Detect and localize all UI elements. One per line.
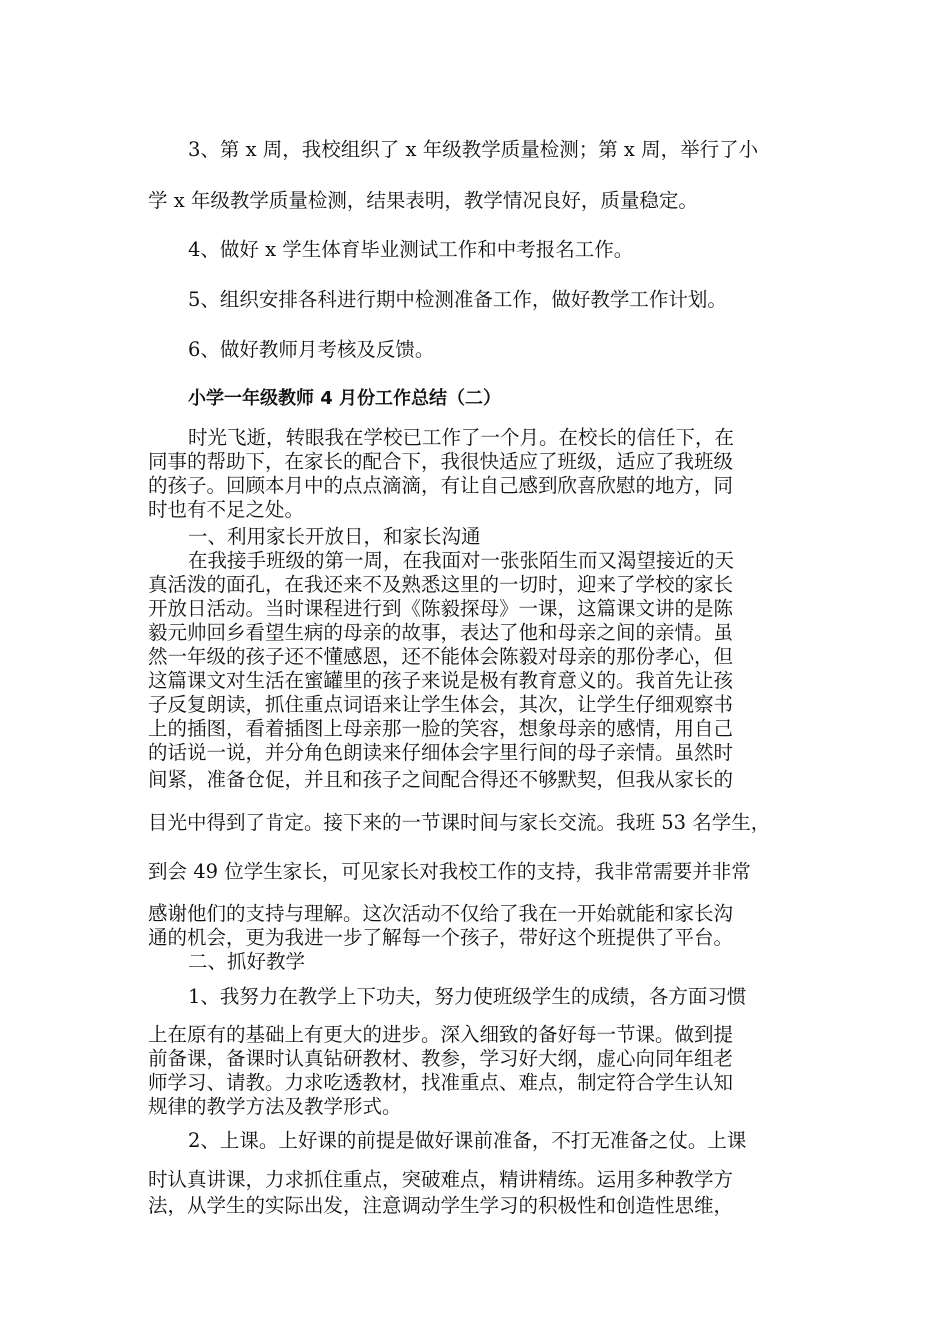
text-line: 到会 49 位学生家长，可见家长对我校工作的支持，我非常需要并非常 [148,860,751,883]
text-line: 毅元帅回乡看望生病的母亲的故事，表达了他和母亲之间的亲情。虽 [148,621,734,644]
text-line: 然一年级的孩子还不懂感恩，还不能体会陈毅对母亲的那份孝心，但 [148,645,734,668]
text-line: 时也有不足之处。 [148,498,305,521]
text-line: 目光中得到了肯定。接下来的一节课时间与家长交流。我班 53 名学生， [148,811,771,834]
text-line: 法，从学生的实际出发，注意调动学生学习的积极性和创造性思维， [148,1194,734,1217]
text-line: 学 x 年级教学质量检测，结果表明，教学情况良好，质量稳定。 [148,189,698,212]
subheading: 二、抓好教学 [188,950,306,973]
text-line: 这篇课文对生活在蜜罐里的孩子来说是极有教育意义的。我首先让孩 [148,669,734,692]
text-line: 上在原有的基础上有更大的进步。深入细致的备好每一节课。做到提 [148,1023,734,1046]
subheading: 一、利用家长开放日，和家长沟通 [188,525,481,548]
text-line: 子反复朗读，抓住重点词语来让学生体会，其次，让学生仔细观察书 [148,693,734,716]
section-heading: 小学一年级教师 4 月份工作总结（二） [188,388,502,409]
text-line: 间紧，准备仓促，并且和孩子之间配合得还不够默契，但我从家长的 [148,768,734,791]
text-line: 4、做好 x 学生体育毕业测试工作和中考报名工作。 [188,238,634,261]
text-line: 时光飞逝，转眼我在学校已工作了一个月。在校长的信任下，在 [188,426,735,449]
text-line: 规律的教学方法及教学形式。 [148,1095,402,1118]
text-line: 6、做好教师月考核及反馈。 [188,338,435,361]
text-line: 2、上课。上好课的前提是做好课前准备，不打无准备之仗。上课 [188,1129,747,1152]
text-line: 感谢他们的支持与理解。这次活动不仅给了我在一开始就能和家长沟 [148,902,734,925]
text-line: 同事的帮助下，在家长的配合下，我很快适应了班级，适应了我班级 [148,450,734,473]
text-line: 真活泼的面孔，在我还来不及熟悉这里的一切时，迎来了学校的家长 [148,573,734,596]
text-line: 的孩子。回顾本月中的点点滴滴，有让自己感到欣喜欣慰的地方，同 [148,474,734,497]
text-line: 开放日活动。当时课程进行到《陈毅探母》一课，这篇课文讲的是陈 [148,597,734,620]
text-line: 的话说一说，并分角色朗读来仔细体会字里行间的母子亲情。虽然时 [148,741,734,764]
text-line: 上的插图，看着插图上母亲那一脸的笑容，想象母亲的感情，用自己 [148,717,734,740]
text-line: 1、我努力在教学上下功夫，努力使班级学生的成绩，各方面习惯 [188,985,747,1008]
text-line: 时认真讲课，力求抓住重点，突破难点，精讲精练。运用多种教学方 [148,1168,734,1191]
text-line: 在我接手班级的第一周，在我面对一张张陌生而又渴望接近的天 [188,549,735,572]
text-line: 师学习、请教。力求吃透教材，找准重点、难点，制定符合学生认知 [148,1071,734,1094]
text-line: 通的机会，更为我进一步了解每一个孩子，带好这个班提供了平台。 [148,926,734,949]
text-line: 5、组织安排各科进行期中检测准备工作，做好教学工作计划。 [188,288,727,311]
text-line: 3、第 x 周，我校组织了 x 年级教学质量检测；第 x 周，举行了小 [188,138,759,161]
text-line: 前备课，备课时认真钻研教材、教参，学习好大纲，虚心向同年组老 [148,1047,734,1070]
